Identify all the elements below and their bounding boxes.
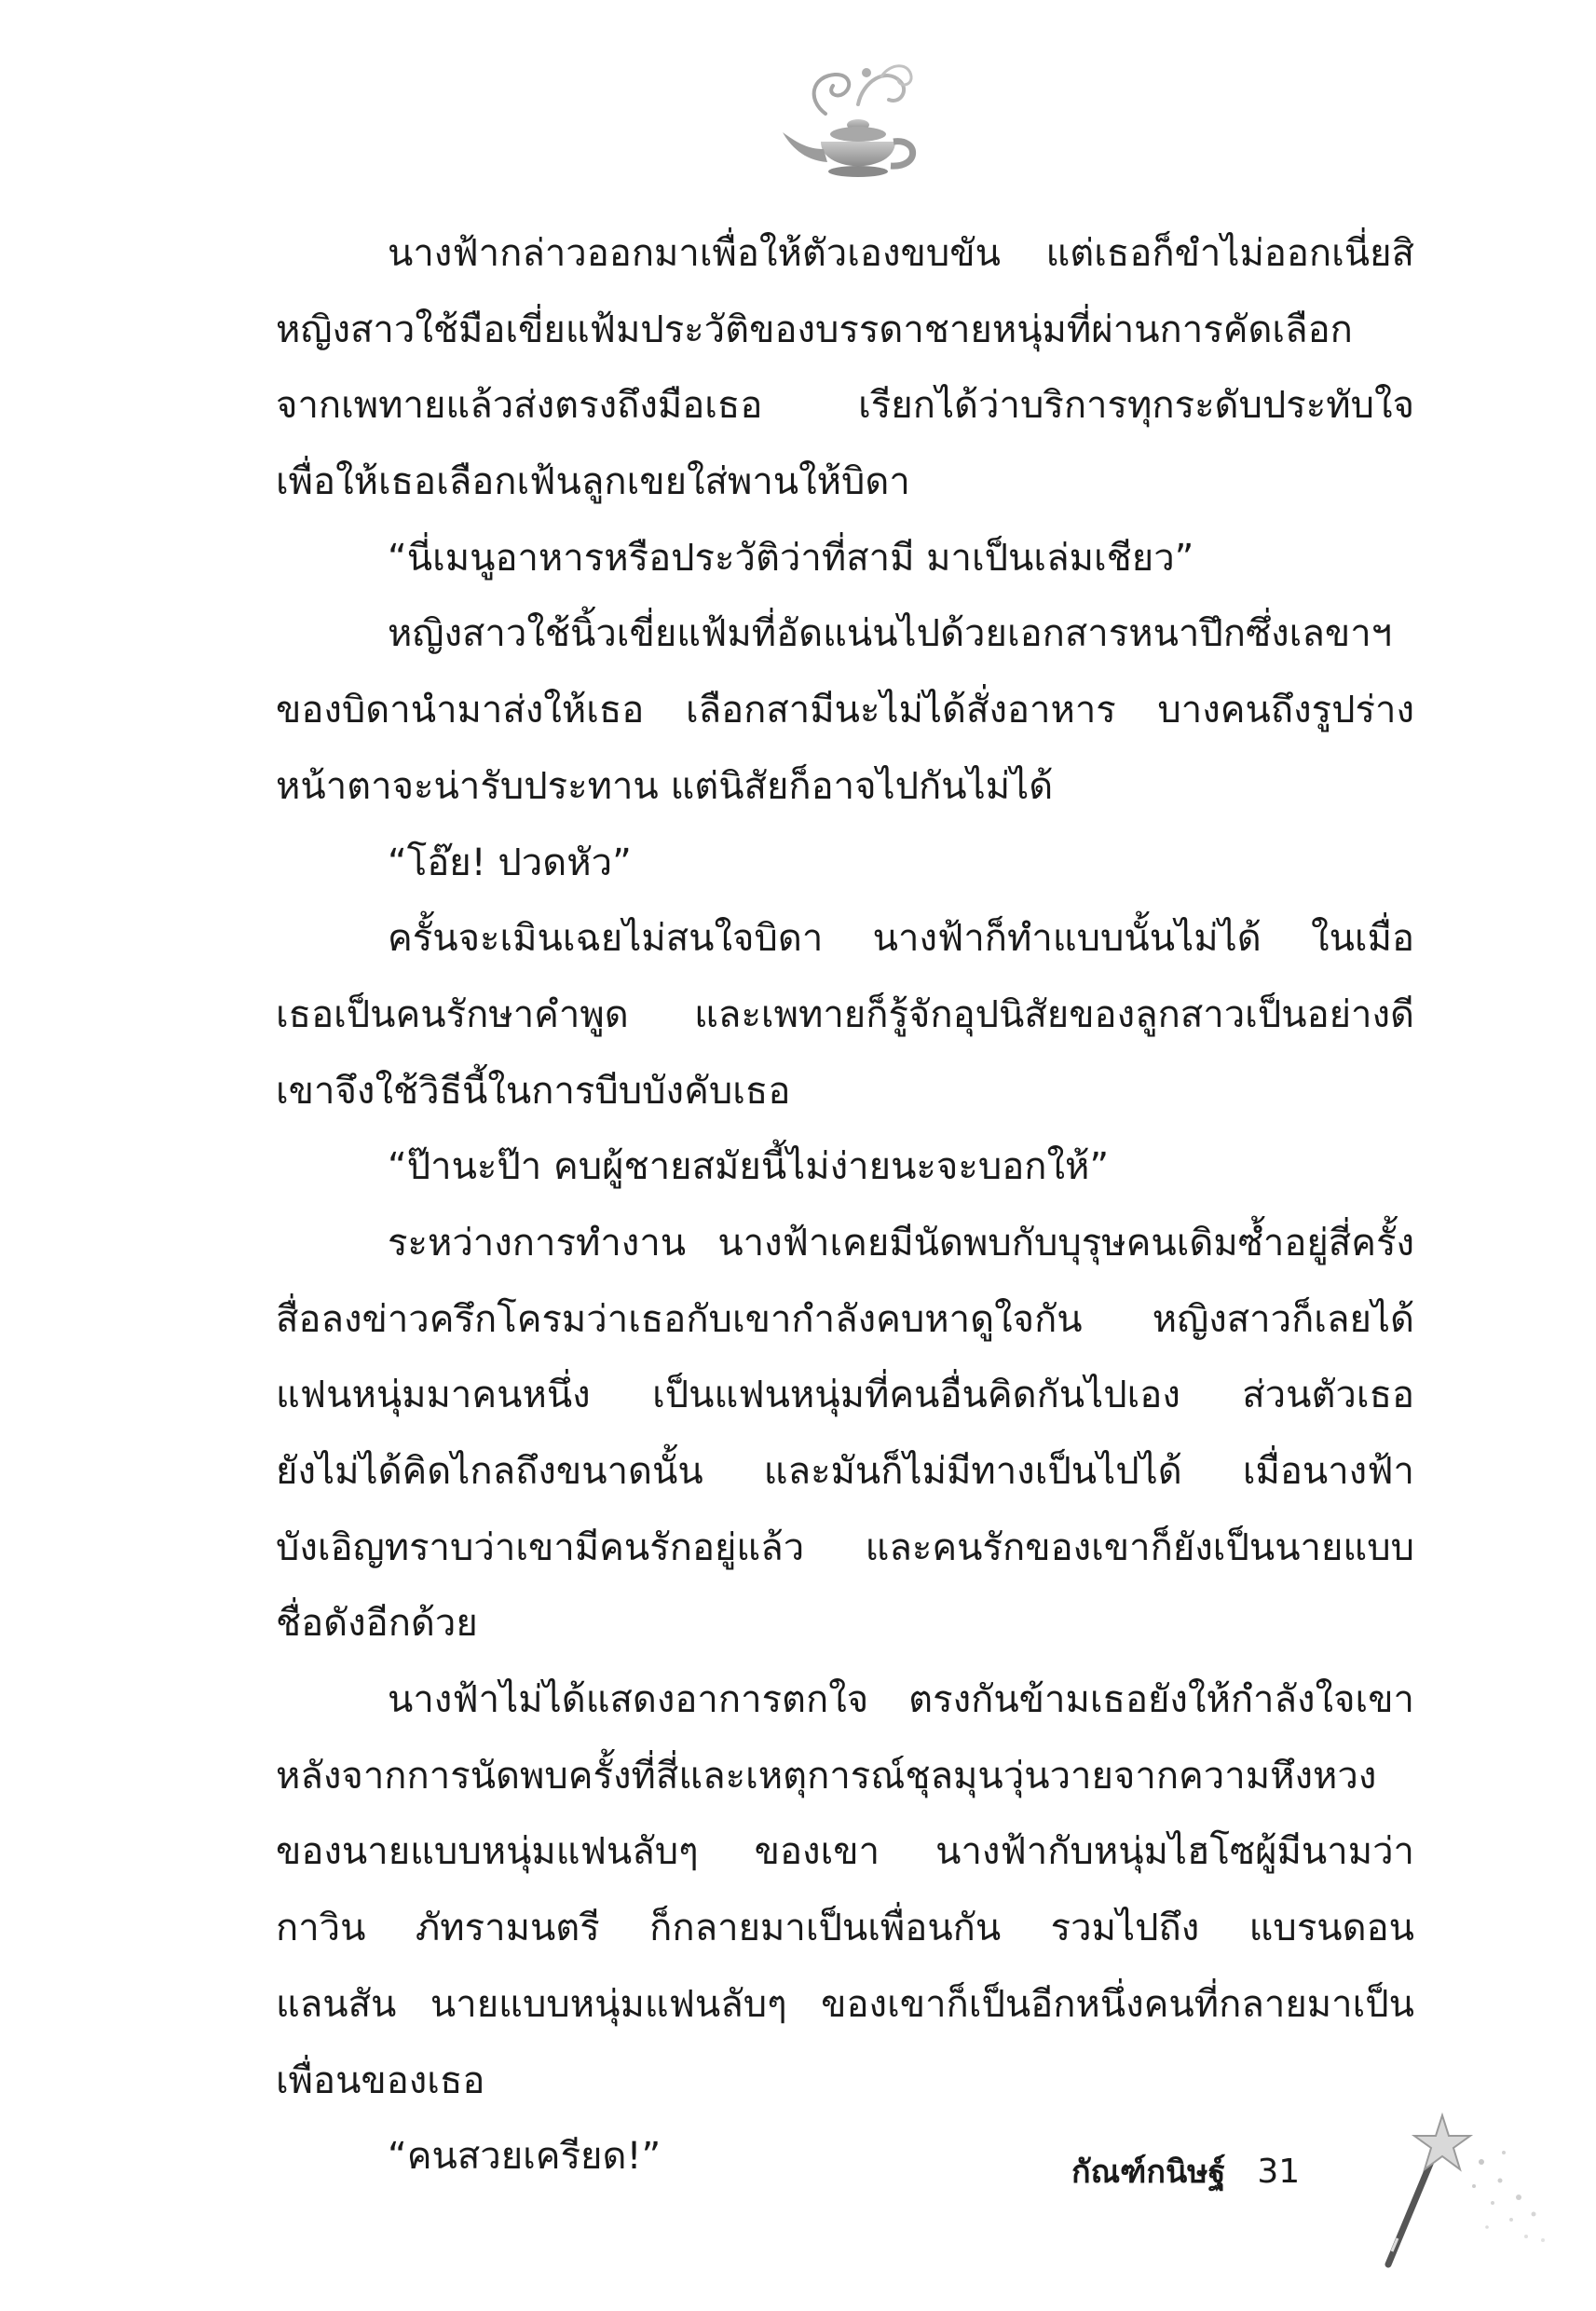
text-line: นางฟ้ากล่าวออกมาเพื่อให้ตัวเองขบขัน แต่เธอก็ขำไม่ออกเนี่ยสิ bbox=[388, 232, 1414, 275]
text-line: แฟนหนุ่มมาคนหนึ่ง เป็นแฟนหนุ่มที่คนอื่นคิดกันไปเอง ส่วนตัวเธอ bbox=[276, 1374, 1414, 1417]
text-line: กาวิน ภัทรามนตรี ก็กลายมาเป็นเพื่อนกัน รวมไปถึง แบรนดอน bbox=[276, 1907, 1414, 1950]
text-line: ครั้นจะเมินเฉยไม่สนใจบิดา นางฟ้าก็ทำแบบนั้นไม่ได้ ในเมื่อ bbox=[388, 917, 1414, 961]
text-line: ยังไม่ได้คิดไกลถึงขนาดนั้น และมันก็ไม่มีทางเป็นไปได้ เมื่อนางฟ้า bbox=[276, 1450, 1414, 1493]
text-line: ชื่อดังอีกด้วย bbox=[276, 1602, 478, 1646]
text-line: หลังจากการนัดพบครั้งที่สี่และเหตุการณ์ชุลมุนวุ่นวายจากความหึงหวง bbox=[276, 1754, 1377, 1798]
text-line: “นี่เมนูอาหารหรือประวัติว่าที่สามี มาเป็นเล่มเชียว” bbox=[388, 536, 1194, 580]
text-line: “ป๊านะป๊า คบผู้ชายสมัยนี้ไม่ง่ายนะจะบอกให้” bbox=[388, 1145, 1110, 1189]
body-text bbox=[276, 216, 1414, 2195]
text-line: ของนายแบบหนุ่มแฟนลับๆ ของเขา นางฟ้ากับหนุ่มไฮโซผู้มีนามว่า bbox=[276, 1830, 1414, 1874]
text-line: เขาจึงใช้วิธีนี้ในการบีบบังคับเธอ bbox=[276, 1069, 791, 1113]
footer-author: กัณฑ์กนิษฐ์ bbox=[1071, 2154, 1226, 2191]
page-footer bbox=[1071, 2143, 1300, 2199]
text-line: เธอเป็นคนรักษาคำพูด และเพทายก็รู้จักอุปนิสัยของลูกสาวเป็นอย่างดี bbox=[276, 992, 1414, 1036]
text-line: บังเอิญทราบว่าเขามีคนรักอยู่แล้ว และคนรักของเขาก็ยังเป็นนายแบบ bbox=[276, 1525, 1414, 1569]
text-line: “คนสวยเครียด!” bbox=[388, 2135, 662, 2179]
text-line: หญิงสาวใช้นิ้วเขี่ยแฟ้มที่อัดแน่นไปด้วยเอกสารหนาปึกซึ่งเลขาฯ bbox=[388, 612, 1393, 656]
text-line: แลนสัน นายแบบหนุ่มแฟนลับๆ ของเขาก็เป็นอีกหนึ่งคนที่กลายมาเป็น bbox=[276, 1982, 1414, 2026]
magic-wand-icon bbox=[1370, 2087, 1556, 2274]
text-line: ระหว่างการทำงาน นางฟ้าเคยมีนัดพบกับบุรุษคนเดิมซ้ำอยู่สี่ครั้ง bbox=[388, 1221, 1414, 1265]
text-line: ของบิดานำมาส่งให้เธอ เลือกสามีนะไม่ได้สั่งอาหาร บางคนถึงรูปร่าง bbox=[276, 689, 1414, 732]
text-line: นางฟ้าไม่ได้แสดงอาการตกใจ ตรงกันข้ามเธอยังให้กำลังใจเขา bbox=[388, 1678, 1414, 1722]
text-line: “โอ๊ย! ปวดหัว” bbox=[388, 841, 632, 884]
teapot-fairy-icon bbox=[770, 48, 928, 198]
text-line: หญิงสาวใช้มือเขี่ยแฟ้มประวัติของบรรดาชายหนุ่มที่ผ่านการคัดเลือก bbox=[276, 308, 1353, 351]
text-line: เพื่อให้เธอเลือกเฟ้นลูกเขยใส่พานให้บิดา bbox=[276, 460, 910, 504]
text-line: จากเพทายแล้วส่งตรงถึงมือเธอ เรียกได้ว่าบริการทุกระดับประทับใจ bbox=[276, 384, 1414, 428]
text-line: สื่อลงข่าวครึกโครมว่าเธอกับเขากำลังคบหาดูใจกัน หญิงสาวก็เลยได้ bbox=[276, 1297, 1414, 1341]
page-number: 31 bbox=[1257, 2152, 1301, 2191]
text-line: หน้าตาจะน่ารับประทาน แต่นิสัยก็อาจไปกันไม่ได้ bbox=[276, 764, 1054, 808]
text-line: เพื่อนของเธอ bbox=[276, 2058, 485, 2102]
